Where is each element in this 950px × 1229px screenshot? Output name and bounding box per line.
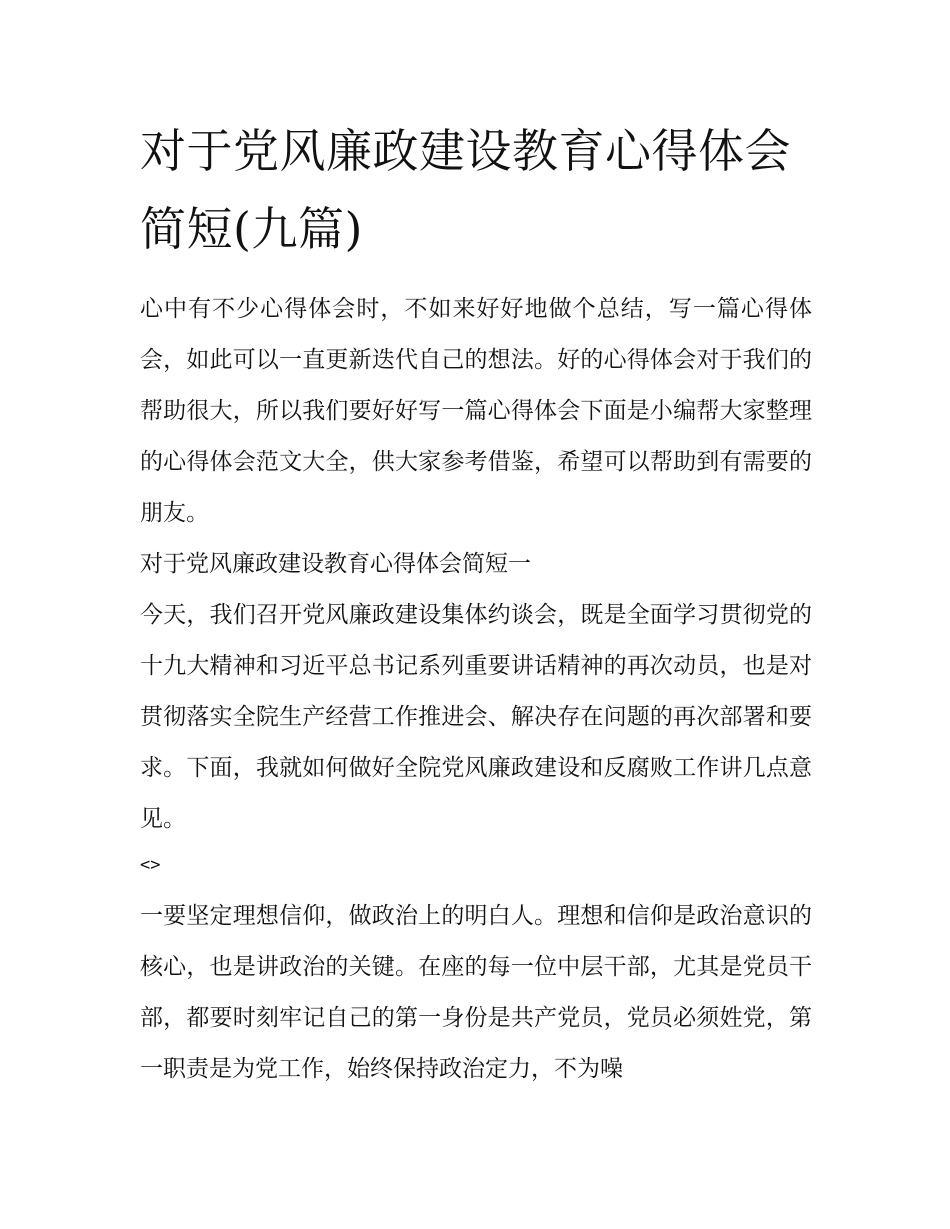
body-paragraph-2: 一要坚定理想信仰，做政治上的明白人。理想和信仰是政治意识的核心，也是讲政治的关键。在座的每一位中层干部，尤其是党员干部，都要时刻牢记自己的第一身份是共产党员，党员必须姓党，第一职责是为党工作，始终保持政治定力，不为噪 xyxy=(140,903,812,1082)
section-marker: <> xyxy=(140,855,161,875)
body-paragraph-1: 今天，我们召开党风廉政建设集体约谈会，既是全面学习贯彻党的十九大精神和习近平总书记系列重要讲话精神的再次动员，也是对贯彻落实全院生产经营工作推进会、解决存在问题的再次部署和要求。下面，我就如何做好全院党风廉政建设和反腐败工作讲几点意见。 xyxy=(140,602,812,832)
intro-paragraph: 心中有不少心得体会时，不如来好好地做个总结，写一篇心得体会，如此可以一直更新迭代自己的想法。好的心得体会对于我们的帮助很大，所以我们要好好写一篇心得体会下面是小编帮大家整理的心得体会范文大全，供大家参考借鉴，希望可以帮助到有需要的朋友。 xyxy=(140,296,812,526)
document-title: 对于党风廉政建设教育心得体会简短(九篇) xyxy=(140,124,791,256)
document-page xyxy=(140,112,812,1095)
section-heading: 对于党风廉政建设教育心得体会简短一 xyxy=(140,551,531,577)
